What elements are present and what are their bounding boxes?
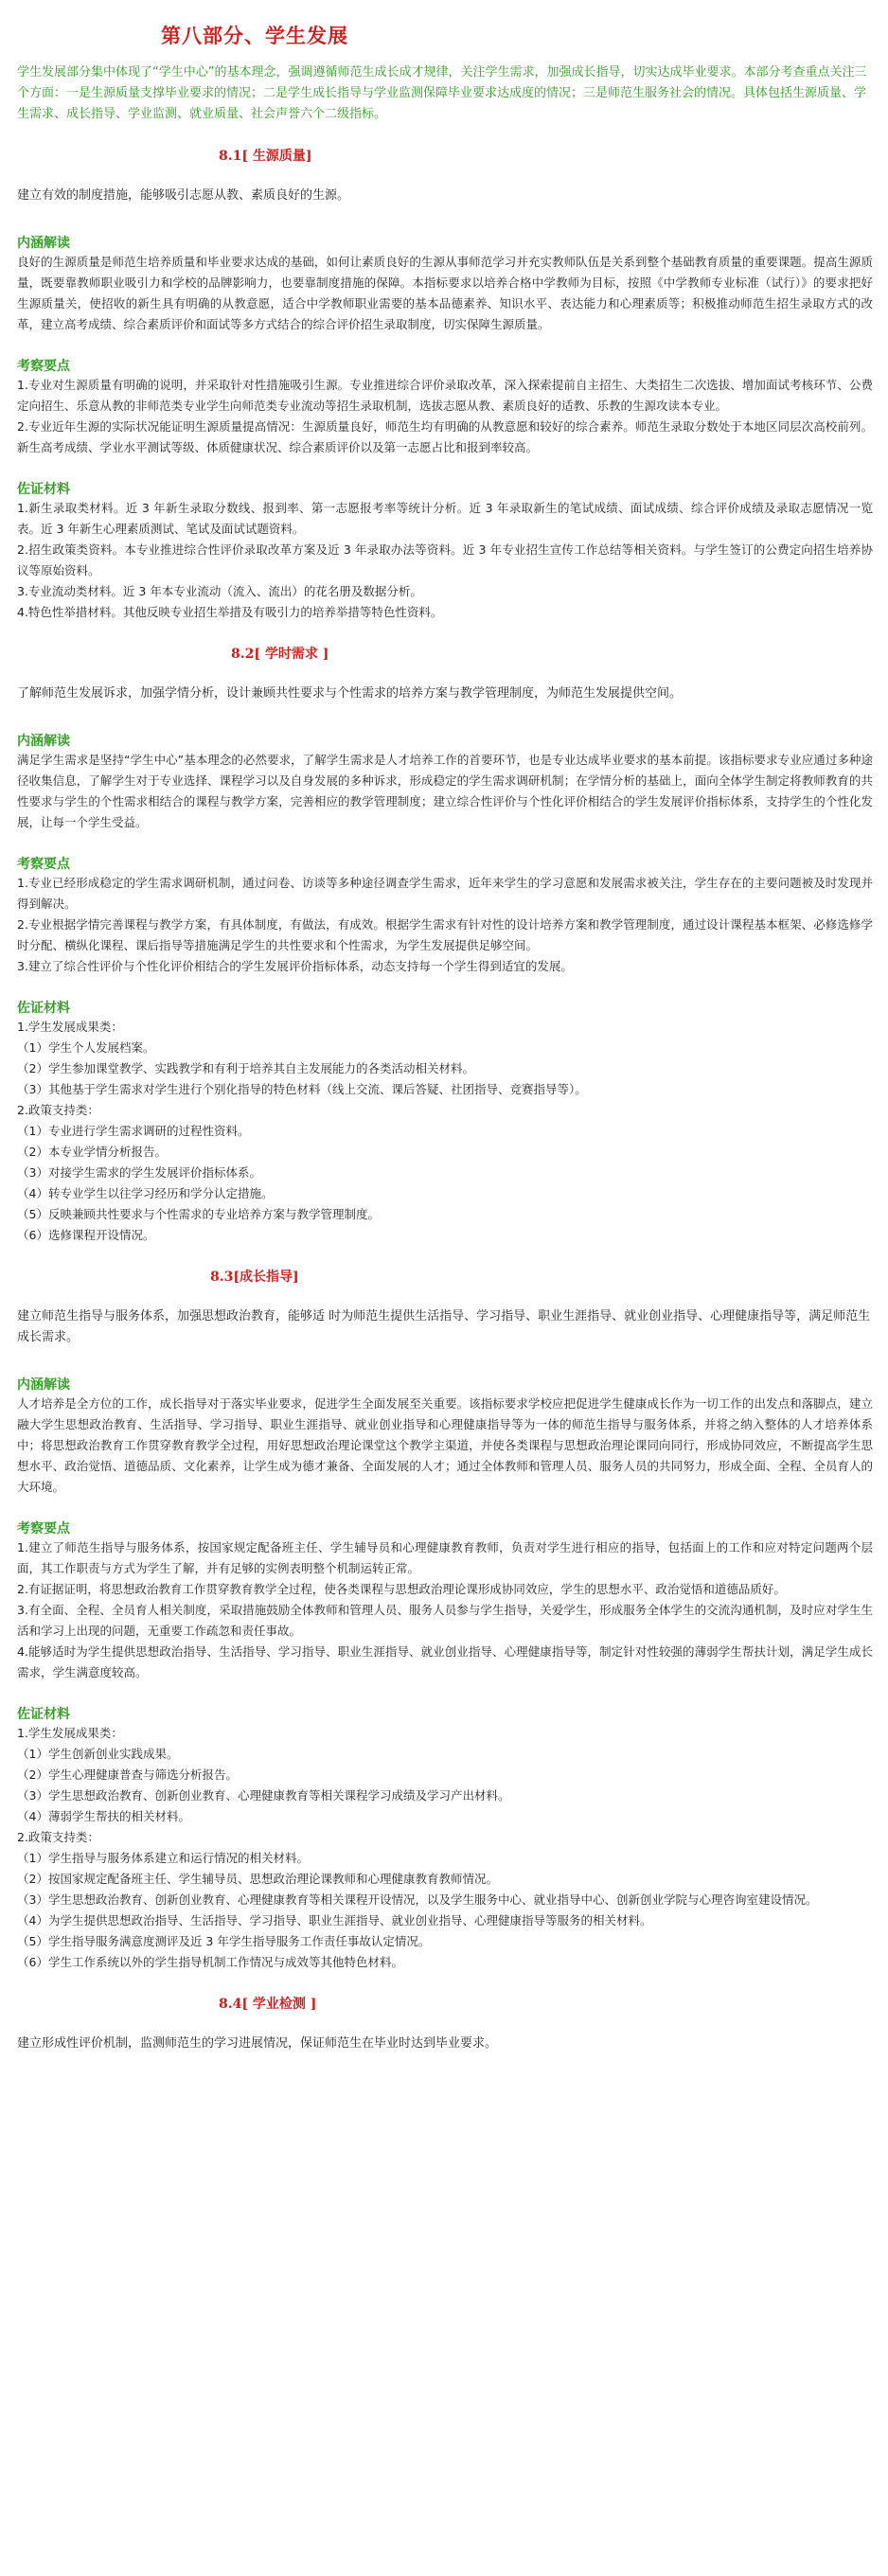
point-item: 3.建立了综合性评价与个性化评价相结合的学生发展评价指标体系，动态支持每一个学生得到适宜的发展。 [17,959,573,973]
evidence-item: （1）学生指导与服务体系建立和运行情况的相关材料。 [17,1851,309,1865]
evidence-item: （4）转专业学生以往学习经历和学分认定措施。 [17,1186,274,1200]
evidence-item: （5）反映兼顾共性要求与个性需求的专业培养方案与教学管理制度。 [17,1207,380,1221]
section-8-3 [17,1267,873,1973]
evidence-item: （1）专业进行学生需求调研的过程性资料。 [17,1124,250,1138]
interpret-paragraph: 人才培养是全方位的工作，成长指导对于落实毕业要求，促进学生全面发展至关重要。该指标要求学校应把促进学生健康成长作为一切工作的出发点和落脚点，建立融大学生思想政治教育、生活指导、学习指导、职业生涯指导、就业创业指导和心理健康指导等为一体的师范生指导与服务体系，并将之纳入整体的人才培养体系中；将思想政治教育工作贯穿教育教学全过程，用好思想政治理论课堂这个教学主渠道，并使各类课程与思想政治理论课同向同行，形成协同效应，不断提高学生思想水平、政治觉悟、道德品质、文化素养，让学生成为德才兼备、全面发展的人才；通过全体教师和管理人员、服务人员的共同努力，形成全面、全程、全员育人的大环境。 [17,1396,873,1494]
intro-paragraph: 学生发展部分集中体现了“学生中心”的基本理念，强调遵循师范生成长成才规律，关注学生需求，加强成长指导，切实达成毕业要求。本部分考查重点关注三个方面：一是生源质量支撑毕业要求的情况；二是学生成长指导与学业监测保障毕业要求达成度的情况；三是师范生服务社会的情况。具体包括生源质量、学生需求、成长指导、学业监测、就业质量、社会声誉六个二级指标。 [17,65,867,121]
evidence-item: 1.新生录取类材料。近 3 年新生录取分数线、报到率、第一志愿报考率等统计分析。近 3 年录取新生的笔试成绩、面试成绩、综合评价成绩及录取志愿情况一览表。近 3 年新生心理素质测试、笔试及面试试题资料。 [17,501,873,536]
evidence-item: （2）本专业学情分析报告。 [17,1145,167,1159]
evidence-item: 4.特色性举措材料。其他反映专业招生举措及有吸引力的培养举措等特色性资料。 [17,605,443,619]
evidence-item: （3）其他基于学生需求对学生进行个别化指导的特色材料（线上交流、课后答疑、社团指导、竞赛指导等）。 [17,1082,587,1096]
section-summary: 建立形成性评价机制，监测师范生的学习进展情况，保证师范生在毕业时达到毕业要求。 [17,2036,498,2051]
point-item: 2.专业近年生源的实际状况能证明生源质量提高情况：生源质量良好，师范生均有明确的从教意愿和较好的综合素养。师范生录取分数处于本地区同层次高校前列。新生高考成绩、学业水平测试等级、体质健康状况、综合素质评价以及第一志愿占比和报到率较高。 [17,419,873,454]
evidence-label: 佐证材料 [17,1707,70,1722]
interpret-label: 内涵解读 [17,236,70,251]
evidence-item: 3.专业流动类材料。近 3 年本专业流动（流入、流出）的花名册及数据分析。 [17,584,422,598]
section-summary: 了解师范生发展诉求，加强学情分析，设计兼顾共性要求与个性需求的培养方案与教学管理制度，为师范生发展提供空间。 [17,686,683,701]
evidence-item: （3）对接学生需求的学生发展评价指标体系。 [17,1165,261,1180]
interpret-label: 内涵解读 [17,734,70,749]
section-8-4 [17,1994,873,2054]
evidence-item: 2.招生政策类资料。本专业推进综合性评价录取改革方案及近 3 年录取办法等资料。近 3 年专业招生宣传工作总结等相关资料。与学生签订的公费定向招生培养协议等原始资料。 [17,542,873,577]
section-summary: 建立有效的制度措施，能够吸引志愿从教、素质良好的生源。 [17,188,350,203]
evidence-item: （6）选修课程开设情况。 [17,1228,155,1242]
evidence-item: 2.政策支持类： [17,1830,99,1844]
section-8-1 [17,146,873,623]
evidence-item: 2.政策支持类： [17,1103,99,1117]
point-item: 1.建立了师范生指导与服务体系，按国家规定配备班主任、学生辅导员和心理健康教育教师，负责对学生进行相应的指导，包括面上的工作和应对特定问题两个层面，其工作职责与方式为学生了解，并有足够的实例表明整个机制运转正常。 [17,1540,873,1575]
evidence-item: （4）为学生提供思想政治指导、生活指导、学习指导、职业生涯指导、就业创业指导、心理健康指导等服务的相关材料。 [17,1913,652,1928]
interpret-label: 内涵解读 [17,1377,70,1393]
evidence-item: （2）学生心理健康普查与筛选分析报告。 [17,1768,238,1782]
document [17,21,873,2054]
section-summary: 建立师范生指导与服务体系，加强思想政治教育，能够适 时为师范生提供生活指导、学习指导、职业生涯指导、就业创业指导、心理健康指导等，满足师范生成长需求。 [17,1309,871,1344]
evidence-item: （2）按国家规定配备班主任、学生辅导员、思想政治理论课教师和心理健康教育教师情况。 [17,1872,498,1886]
evidence-item: （1）学生个人发展档案。 [17,1040,155,1055]
section-heading: 8.4[ 学业检测 ] [219,1997,317,2012]
evidence-item: （5）学生指导服务满意度测评及近 3 年学生指导服务工作责任事故认定情况。 [17,1934,431,1948]
points-label: 考察要点 [17,857,70,872]
point-item: 3.有全面、全程、全员育人相关制度，采取措施鼓励全体教师和管理人员、服务人员参与学生指导，关爱学生，形成服务全体学生的交流沟通机制，及时应对学生生活和学习上出现的问题，无重要工作疏忽和责任事故。 [17,1603,873,1638]
point-item: 2.有证据证明，将思想政治教育工作贯穿教育教学全过程，使各类课程与思想政治理论课形成协同效应，学生的思想水平、政治觉悟和道德品质好。 [17,1582,786,1596]
point-item: 1.专业对生源质量有明确的说明，并采取针对性措施吸引生源。专业推进综合评价录取改革，深入探索提前自主招生、大类招生二次选拔、增加面试考核环节、公费定向招生、乐意从教的非师范类专业学生向师范类专业流动等招生录取机制，选拔志愿从教、素质良好的适教、乐教的生源攻读本专业。 [17,378,873,413]
page-title: 第八部分、学生发展 [161,24,348,47]
point-item: 1.专业已经形成稳定的学生需求调研机制，通过问卷、访谈等多种途径调查学生需求，近年来学生的学习意愿和发展需求被关注，学生存在的主要问题被及时发现并得到解决。 [17,876,873,911]
evidence-label: 佐证材料 [17,1001,70,1016]
point-item: 2.专业根据学情完善课程与教学方案，有具体制度，有做法，有成效。根据学生需求有针对性的设计培养方案和教学管理制度，通过设计课程基本框架、必修选修学时分配、横纵化课程、课后指导等措施满足学生的共性要求和个性需求，为学生发展提供足够空间。 [17,917,873,952]
evidence-item: 1.学生发展成果类： [17,1726,123,1740]
section-8-2 [17,644,873,1246]
interpret-paragraph: 良好的生源质量是师范生培养质量和毕业要求达成的基础，如何让素质良好的生源从事师范学习并充实教师队伍是关系到整个基础教育质量的重要课题。提高生源质量，既要靠教师职业吸引力和学校的品牌影响力，也要靠制度措施的保障。本指标要求以培养合格中学教师为目标，按照《中学教师专业标准（试行）》的要求把好生源质量关，使招收的新生具有明确的从教意愿，适合中学教师职业需要的基本品德素养、知识水平、表达能力和心理素质等；积极推动师范生招生录取方式的改革，建立高考成绩、综合素质评价和面试等多方式结合的综合评价招生录取制度，切实保障生源质量。 [17,255,873,331]
points-label: 考察要点 [17,1521,70,1537]
evidence-item: （6）学生工作系统以外的学生指导机制工作情况与成效等其他特色材料。 [17,1955,403,1969]
evidence-item: （3）学生思想政治教育、创新创业教育、心理健康教育等相关课程学习成绩及学习产出材料。 [17,1788,510,1803]
evidence-item: （1）学生创新创业实践成果。 [17,1747,179,1761]
point-item: 4.能够适时为学生提供思想政治指导、生活指导、学习指导、职业生涯指导、就业创业指导、心理健康指导等，制定针对性较强的薄弱学生帮扶计划，满足学生成长需求，学生满意度较高。 [17,1644,873,1679]
evidence-item: （3）学生思想政治教育、创新创业教育、心理健康教育等相关课程开设情况，以及学生服务中心、就业指导中心、创新创业学院与心理咨询室建设情况。 [17,1892,818,1907]
section-heading: 8.1[ 生源质量] [219,149,312,164]
evidence-item: （4）薄弱学生帮扶的相关材料。 [17,1809,190,1823]
evidence-label: 佐证材料 [17,482,70,497]
evidence-item: 1.学生发展成果类： [17,1020,123,1034]
section-heading: 8.3[成长指导] [210,1270,299,1285]
evidence-item: （2）学生参加课堂教学、实践教学和有利于培养其自主发展能力的各类活动相关材料。 [17,1061,474,1075]
section-heading: 8.2[ 学时需求 ] [231,647,329,662]
interpret-paragraph: 满足学生需求是坚持“学生中心”基本理念的必然要求，了解学生需求是人才培养工作的首要环节，也是专业达成毕业要求的基本前提。该指标要求专业应通过多种途径收集信息，了解学生对于专业选择、课程学习以及自身发展的多种诉求，形成稳定的学生需求调研机制；在学情分析的基础上，面向全体学生制定将教师教育的共性要求与学生的个性需求相结合的课程与教学方案，完善相应的教学管理制度；建立综合性评价与个性化评价相结合的学生发展评价指标体系，支持学生的个性化发展，让每一个学生受益。 [17,753,873,829]
points-label: 考察要点 [17,359,70,374]
